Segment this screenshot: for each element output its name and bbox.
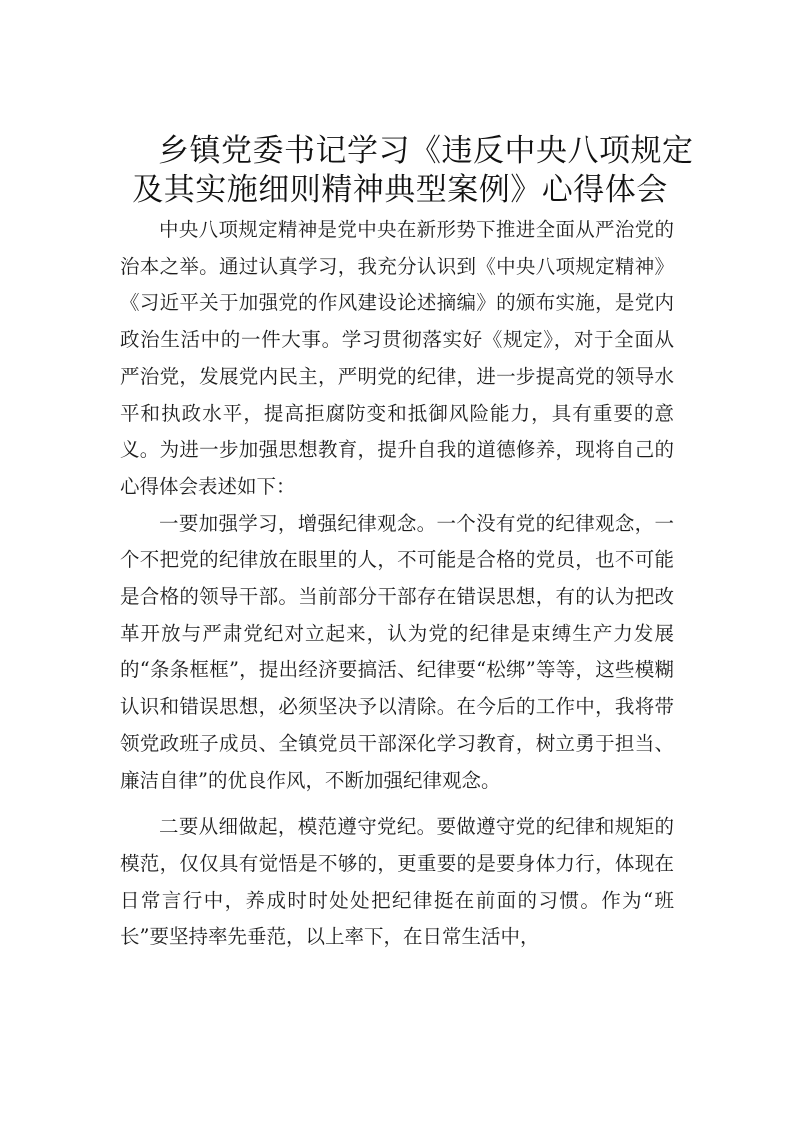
paragraph-intro: 中央八项规定精神是党中央在新形势下推进全面从严治党的治本之举。通过认真学习，我充分认识到《中央八项规定精神》《习近平关于加强党的作风建设论述摘编》的颁布实施，是党内政治生活中的一件大事。学习贯彻落实好《规定》，对于全面从严治党，发展党内民主，严明党的纪律，进一步提高党的领导水平和执政水平，提高拒腐防变和抵御风险能力，具有重要的意义。为进一步加强思想教育，提升自我的道德修养，现将自己的心得体会表述如下： bbox=[120, 218, 674, 498]
document-body bbox=[120, 212, 674, 956]
title-line-2: 及其实施细则精神典型案例》心得体会 bbox=[132, 172, 668, 208]
paragraph-point-2: 二要从细做起，模范遵守党纪。要做遵守党的纪律和规矩的模范，仅仅具有觉悟是不够的，更重要的是要身体力行，体现在日常言行中，养成时时处处把纪律挺在前面的习惯。作为“班长”要坚持率先垂范，以上率下，在日常生活中， bbox=[120, 815, 674, 949]
document-title bbox=[120, 132, 694, 210]
title-line-1: 乡镇党委书记学习《违反中央八项规定 bbox=[158, 133, 694, 169]
paragraph-point-1: 一要加强学习，增强纪律观念。一个没有党的纪律观念，一个不把党的纪律放在眼里的人，不可能是合格的党员，也不可能是合格的领导干部。当前部分干部存在错误思想，有的认为把改革开放与严肃党纪对立起来，认为党的纪律是束缚生产力发展的“条条框框”，提出经济要搞活、纪律要“松绑”等等，这些模糊认识和错误思想，必须坚决予以清除。在今后的工作中，我将带领党政班子成员、全镇党员干部深化学习教育，树立勇于担当、廉洁自律”的优良作风，不断加强纪律观念。 bbox=[120, 511, 674, 792]
